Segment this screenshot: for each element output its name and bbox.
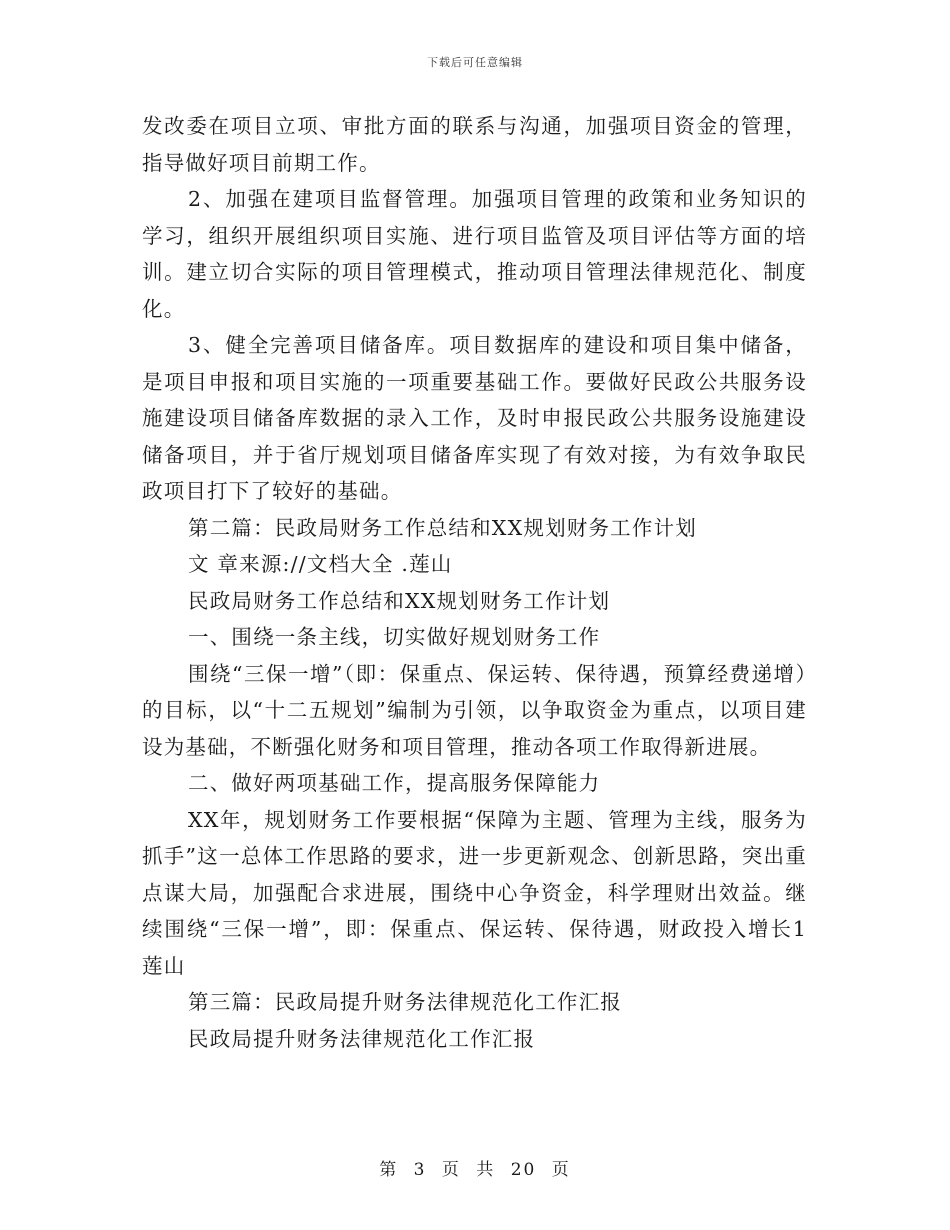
section-heading: 第三篇：民政局提升财务法律规范化工作汇报: [188, 990, 622, 1014]
document-body: [142, 108, 807, 1057]
paragraph: 发改委在项目立项、审批方面的联系与沟通，加强项目资金的管理，指导做好项目前期工作。: [142, 114, 807, 175]
page-number-footer: 第 3 页 共 20 页: [379, 1160, 571, 1180]
source-line: 文 章来源://文档大全 .莲山: [188, 552, 453, 576]
article-title: 民政局财务工作总结和XX规划财务工作计划: [188, 588, 611, 613]
paragraph: XX年，规划财务工作要根据“保障为主题、管理为主线，服务为抓手”这一总体工作思路的要求，进一步更新观念、创新思路，突出重点谋大局，加强配合求进展，围绕中心争资金，科学理财出效益。继续围绕“三保一增”，即：保重点、保运转、保待遇，财政投入增长1莲山: [142, 807, 807, 978]
paragraph: 3、健全完善项目储备库。项目数据库的建设和项目集中储备，是项目申报和项目实施的一项重要基础工作。要做好民政公共服务设施建设项目储备库数据的录入工作，及时申报民政公共服务设施建设储备项目，并于省厅规划项目储备库实现了有效对接，为有效争取民政项目打下了较好的基础。: [142, 333, 807, 503]
subheading: 二、做好两项基础工作，提高服务保障能力: [188, 771, 601, 795]
section-heading: 第二篇：民政局财务工作总结和XX规划财务工作计划: [188, 515, 697, 540]
subheading: 一、围绕一条主线，切实做好规划财务工作: [188, 625, 601, 649]
page-header: 下载后可任意编辑: [427, 56, 523, 69]
paragraph: 围绕“三保一增”（即：保重点、保运转、保待遇，预算经费递增）的目标，以“十二五规划”编制为引领，以争取资金为重点，以项目建设为基础，不断强化财务和项目管理，推动各项工作取得新进展。: [142, 661, 807, 759]
paragraph: 2、加强在建项目监督管理。加强项目管理的政策和业务知识的学习，组织开展组织项目实施、进行项目监管及项目评估等方面的培训。建立切合实际的项目管理模式，推动项目管理法律规范化、制度化。: [142, 187, 807, 321]
article-title: 民政局提升财务法律规范化工作汇报: [188, 1026, 536, 1051]
